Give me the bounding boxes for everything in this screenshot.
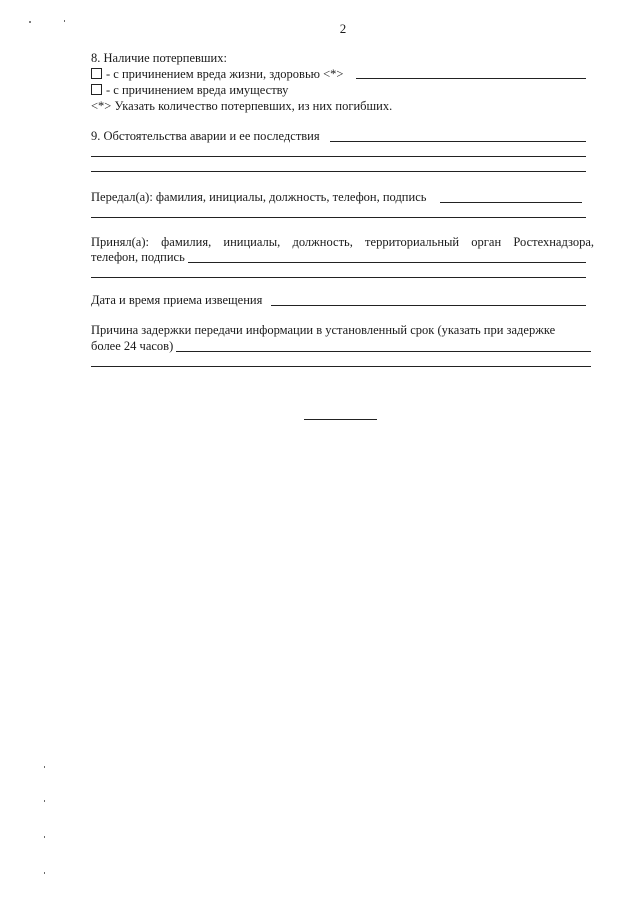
receiver-label-line1: Принял(а): фамилия, инициалы, должность, территориальный орган Ростехнадзора, [91, 235, 594, 249]
checkbox-property[interactable] [91, 84, 102, 95]
scan-speck [44, 836, 45, 838]
delay-reason-field-1[interactable] [176, 351, 591, 352]
section8-footnote: <*> Указать количество потерпевших, из них погибших. [91, 99, 393, 113]
scan-speck [44, 766, 45, 768]
checkbox-life-health[interactable] [91, 68, 102, 79]
scan-speck [44, 872, 45, 874]
receipt-datetime-label: Дата и время приема извещения [91, 293, 263, 307]
page-number: 2 [339, 21, 347, 36]
option-life-health-label: - с причинением вреда жизни, здоровью <*> [106, 67, 344, 81]
delay-reason-field-2[interactable] [91, 366, 591, 367]
delay-reason-label-line1: Причина задержки передачи информации в установленный срок (указать при задержке [91, 323, 556, 337]
end-of-document-rule [304, 419, 377, 420]
delay-reason-label-line2: более 24 часов) [91, 339, 174, 353]
receiver-field-2[interactable] [91, 277, 586, 278]
receipt-datetime-field[interactable] [271, 305, 586, 306]
accident-circumstances-field-3[interactable] [91, 171, 586, 172]
receiver-field-1[interactable] [188, 262, 586, 263]
option-life-health[interactable] [91, 67, 343, 81]
receiver-label-line2: телефон, подпись [91, 250, 185, 264]
sender-label: Передал(а): фамилия, инициалы, должность, телефон, подпись [91, 190, 427, 204]
victims-life-health-field[interactable] [356, 78, 586, 79]
section9-label: 9. Обстоятельства аварии и ее последствия [91, 129, 320, 143]
accident-circumstances-field-1[interactable] [330, 141, 586, 142]
section8-heading: 8. Наличие потерпевших: [91, 51, 227, 65]
option-property-label: - с причинением вреда имуществу [106, 83, 289, 97]
scan-speck [44, 800, 45, 802]
sender-field-2[interactable] [91, 217, 586, 218]
option-property[interactable] [91, 83, 288, 97]
sender-field-1[interactable] [440, 202, 582, 203]
accident-circumstances-field-2[interactable] [91, 156, 586, 157]
